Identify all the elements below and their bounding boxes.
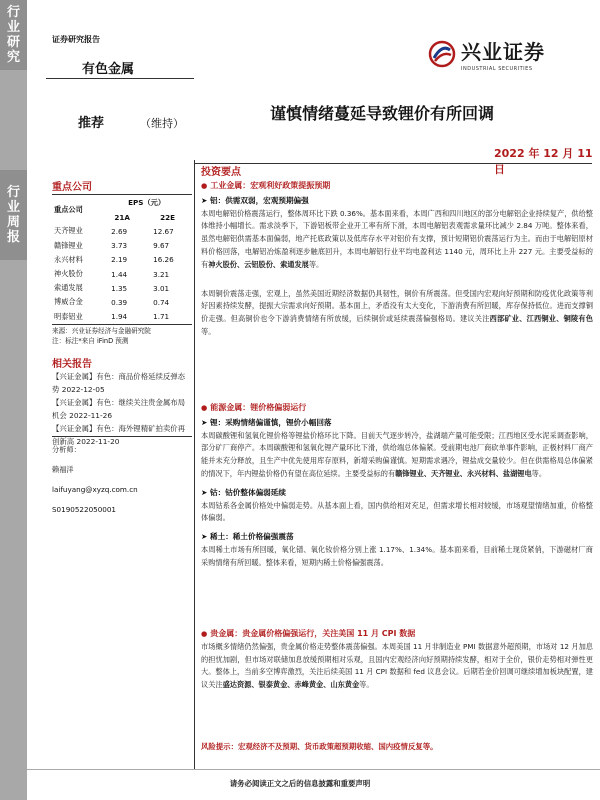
related-report-link[interactable]: 【兴证金属】有色：商品价格延续反弹态势 2022-12-05 xyxy=(52,372,186,394)
analyst-email[interactable]: laifuyang@xyzq.com.cn xyxy=(52,485,138,494)
report-type: 证券研究报告 xyxy=(52,35,100,44)
divider xyxy=(52,194,192,195)
logo-text-en: INDUSTRIAL SECURITIES xyxy=(461,66,533,72)
table-header-year: 21A xyxy=(114,212,130,222)
analyst-block xyxy=(52,440,192,520)
industry-name: 有色金属 xyxy=(82,62,135,77)
eps-value: 0.39 xyxy=(111,297,128,307)
table-row xyxy=(52,253,192,267)
company-name: 博威合金 xyxy=(54,297,83,307)
paragraph-emphasis: 盛达资源、银泰黄金、赤峰黄金、山东黄金 xyxy=(222,680,360,690)
paragraph: 本周钴系各金属价格处中偏弱走势。从基本面上看，国内供给相对充足，但需求增长相对较缓，市场观望情绪加重，价格整体偏弱。 xyxy=(201,500,593,523)
related-reports-heading: 相关报告 xyxy=(52,359,92,370)
paragraph: 本周稀土市场有所回暖，氧化镨、氧化钕价格分别上涨 1.17%、1.34%。基本面来看，目前稀土现货紧俏，下游磁材厂商采购情绪有所回暖。整体来看，短期内稀土价格偏强震荡。 xyxy=(201,544,593,567)
sidebar-block-weekly xyxy=(0,170,27,260)
company-name: 永兴材料 xyxy=(54,254,83,264)
sidebar-char: 周 xyxy=(6,215,20,230)
report-title: 谨慎情绪蔓延导致锂价有所回调 xyxy=(270,104,495,123)
eps-value: 3.73 xyxy=(111,241,128,251)
section-heading: 贵金属：贵金属价格偏强运行，关注美国 11 月 CPI 数据 xyxy=(210,629,416,638)
sidebar-char: 业 xyxy=(6,20,20,35)
table-row xyxy=(52,224,192,238)
paragraph-text: 本周电解铝价格震荡运行，整体周环比下跌 0.36%。基本面来看，本周广西和四川地区的部分电解铝企业持续复产，供给整体维持小幅增长。需求淡季下，下游铝板带企业开工率有所下滑，本周电解铝表观需求量环比减少 2.84 万吨。整体来看，虽然电解铝供需基本面偏弱，地产托底政策以及低库存水平对铝价有支撑，预计短期铝价震荡运行为主。而由于电解铝原材料价格回落，电解铝冶炼盈利逐步触底回升，本周电解铝行业平均电盈利达 1140 元，周环比上升 227 元。主要受益标的有 xyxy=(201,208,593,269)
sidebar-char: 行 xyxy=(6,5,20,20)
sidebar-char: 行 xyxy=(6,185,20,200)
divider xyxy=(52,324,192,325)
rating-row xyxy=(78,112,184,131)
subsection-heading: 钴：钴价整体偏弱延续 xyxy=(210,487,286,497)
paragraph-text: 等。 xyxy=(201,326,216,336)
table-header-company: 重点公司 xyxy=(54,205,83,215)
company-name: 明泰铝业 xyxy=(54,311,83,321)
company-logo xyxy=(428,36,545,72)
paragraph-emphasis: 赣锋锂业、天齐锂业、永兴材料、盐湖锂电 xyxy=(395,468,532,478)
eps-value: 0.74 xyxy=(153,297,170,307)
divider xyxy=(27,769,600,770)
subsection-heading: 铝：供需双弱，宏观预期偏强 xyxy=(210,195,309,205)
footnote: 注：标注*来自 iFinD 预测 xyxy=(52,336,129,345)
paragraph xyxy=(201,288,593,339)
paragraph-text: 市场概多情绪仍然偏强，贵金属价格走势整体震荡偏强。本周美国 11 月非制造业 PMI 数据意外超预期，市场对 12 月加息的担忧加剧，但市场对联储加息放缓预期相对乐观，且国内宏观经济向好预期持续发酵，相对于全价，银价走势相对弹性更大。整体上，当前多空博弈激烈，关注后续美国 11 月 CPI 数据和 fed 议息会议。后期若金价回调可继续增加板块配置，建议关注 xyxy=(201,641,593,690)
paragraph-text: 本周碳酸锂和氢氧化锂价格等锂盐价格环比下降。目前天气逐步转冷，盐湖端产量可能受限；江西地区受水泥采调查影响，部分矿厂商停产。本周碳酸锂和氢氧化锂产量环比下滑，供给端总体偏紧。受前期电池厂商砍单事件影响，正极材料厂商产能并未充分释放，且生产中优先使用库存原料，新增采购偏谨慎。短期需求遇冷，锂盐成交量较少。但在供需格局总体偏紧的情况下，年内锂盐价格仍有望在高位延续。主要受益标的有 xyxy=(201,430,593,478)
analyst-cert: S0190522050001 xyxy=(52,505,117,514)
table-row xyxy=(52,281,192,295)
subsection-heading: 稀土：稀土价格偏强震荡 xyxy=(210,532,294,542)
eps-value: 2.69 xyxy=(111,226,128,236)
table-header-row xyxy=(52,196,192,210)
company-name: 天齐锂业 xyxy=(54,226,83,236)
eps-value: 1.35 xyxy=(111,283,128,293)
table-row xyxy=(52,267,192,281)
section-heading: 工业金属：宏观利好政策提振预期 xyxy=(210,181,331,190)
section-energy-metals: ● 能源金属：锂价格偏弱运行 ➤ 锂：采购情绪偏谨慎，锂价小幅回落 本周碳酸锂和氢氧化锂价格等锂盐价格环比下降。目前天气逐步转冷，盐湖端产量可能受限；江西地区受水泥采调查影响，部分矿厂商停产。本周碳酸锂和氢氧化锂产量环比下滑，供给端总体偏紧。受前期电池厂商砍单事件影响，正极材料厂商产能并未充分释放，且生产中优先使用库存原料，新增采购偏谨慎。短期需求遇冷，锂盐成交量较少。但在供需格局总体偏紧的情况下，年内锂盐价格仍有望在高位延续。主要受益标的有赣锋锂业、天齐锂业、永兴材料、盐湖锂电等。 ➤ 钴：钴价整体偏弱延续 本周钴系各金属价格处中偏弱走势。从基本面上看，国内供给相对充足，但需求增长相对较缓，市场观望情绪加重，价格整体偏弱。 ➤ 稀土：稀土价格偏强震荡 本周稀土市场有所回暖，氧化镨、氧化钕价格分别上涨 1.17%、1.34%。基本面来看，目前稀土现货紧俏，下游磁材厂商采购情绪有所回暖。整体来看，短期内稀土价格偏强震荡。 xyxy=(201,402,593,570)
risk-warning: 风险提示：宏观经济不及预期、货币政策超预期收缩、国内疫情反复等。 xyxy=(201,742,438,751)
paragraph xyxy=(201,208,593,272)
sidebar-char: 究 xyxy=(6,50,20,65)
paragraph-text: 等。 xyxy=(531,468,547,478)
table-header-eps: EPS（元） xyxy=(128,198,166,208)
related-report-link[interactable]: 【兴证金属】有色：海外锂精矿拍卖价再创新高 2022-11-20 xyxy=(52,424,186,446)
key-points-heading: 投资要点 xyxy=(201,167,241,178)
section-heading: 能源金属：锂价格偏弱运行 xyxy=(210,403,307,412)
rating-previous: （维持） xyxy=(140,117,185,130)
footer-disclaimer: 请务必阅读正文之后的信息披露和重要声明 xyxy=(229,779,371,788)
analyst-role: 分析师： xyxy=(52,445,81,454)
sidebar xyxy=(0,0,27,800)
table-row xyxy=(52,239,192,253)
divider xyxy=(194,163,592,164)
paragraph xyxy=(201,641,593,692)
rating: 推荐 xyxy=(78,116,105,131)
paragraph xyxy=(201,430,593,481)
sidebar-block-research xyxy=(0,0,27,70)
related-report-link[interactable]: 【兴证金属】有色：继续关注贵金属布局机会 2022-11-26 xyxy=(52,398,186,420)
analyst-name: 赖福洋 xyxy=(52,465,74,474)
source-note: 来源：兴业证券经济与金融研究院 xyxy=(52,327,151,335)
eps-value: 1.71 xyxy=(153,312,170,322)
logo-mark-icon xyxy=(428,40,456,68)
divider xyxy=(52,436,192,437)
subsection-heading: 锂：采购情绪偏谨慎，锂价小幅回落 xyxy=(210,417,332,427)
eps-table xyxy=(52,196,192,324)
section-precious-metals: ● 贵金属：贵金属价格偏强运行，关注美国 11 月 CPI 数据 市场概多情绪仍然偏强，贵金属价格走势整体震荡偏强。本周美国 11 月非制造业 PMI 数据意外超预期，市场对 12 月加息的担忧加剧，但市场对联储加息放缓预期相对乐观，且国内宏观经济向好预期持续发酵，相对于全价，银价走势相对弹性更大。整体上，当前多空博弈激烈，关注后续美国 11 月 CPI 数据和 fed 议息会议。后期若金价回调可继续增加板块配置，建议关注盛达资源、银泰黄金、赤峰黄金、山东黄金等。 xyxy=(201,628,593,692)
sidebar-char: 研 xyxy=(6,35,20,50)
sidebar-char: 业 xyxy=(6,200,20,215)
paragraph-text: 等。 xyxy=(308,259,324,269)
eps-value: 16.26 xyxy=(153,255,174,265)
eps-value: 12.67 xyxy=(153,226,174,236)
logo-text-cn: 兴业证券 xyxy=(461,40,545,64)
divider xyxy=(46,78,194,79)
sidebar-char: 报 xyxy=(6,230,20,245)
column-divider xyxy=(194,160,195,770)
table-row xyxy=(52,310,192,324)
section-industrial-metals: ● 工业金属：宏观利好政策提振预期 ➤ 铝：供需双弱，宏观预期偏强 本周电解铝价格震荡运行，整体周环比下跌 0.36%。基本面来看，本周广西和四川地区的部分电解铝企业持续复产，供给整体维持小幅增长。需求淡季下，下游铝板带企业开工率有所下滑，本周电解铝表观需求量环比减少 2.84 万吨。整体来看，虽然电解铝供需基本面偏弱，地产托底政策以及低库存水平对铝价有支撑，预计短期铝价震荡运行为主。而由于电解铝原材料价格回落，电解铝冶炼盈利逐步触底回升，本周电解铝行业平均电盈利达 1140 元，周环比上升 227 元。主要受益标的有神火股份、云铝股份、索通发展等。 本周铜价震荡走强，宏观上，虽然美国近期经济数据仍具韧性，铜价有所震荡。但受国内宏观向好预期和防疫优化政策等利好因素持续发酵，提振大宗需求向好预期。基本面上，矛盾没有太大变化，下游消费有所回暖，库存保持低位。进而支撑铜价走强。但高铜价也令下游消费情绪有所放缓，后续铜价或延续震荡偏强格局。建议关注西部矿业、江西铜业、铜陵有色等。 xyxy=(201,180,593,339)
company-name: 神火股份 xyxy=(54,269,83,279)
table-header-year: 22E xyxy=(160,212,176,222)
paragraph-text: 等。 xyxy=(359,680,374,690)
eps-value: 3.21 xyxy=(153,269,170,279)
key-companies-heading: 重点公司 xyxy=(52,182,92,193)
eps-value: 1.44 xyxy=(111,269,128,279)
eps-value: 1.94 xyxy=(111,312,128,322)
paragraph-emphasis: 西部矿业、江西铜业、铜陵有色 xyxy=(489,314,593,324)
company-name: 索通发展 xyxy=(54,283,83,293)
paragraph-emphasis: 神火股份、云铝股份、索通发展 xyxy=(208,259,309,269)
eps-value: 9.67 xyxy=(153,241,170,251)
eps-value: 3.01 xyxy=(153,283,170,293)
table-row xyxy=(52,295,192,309)
report-date: 2022 年 12 月 11 日 xyxy=(494,147,593,176)
paragraph-text: 本周铜价震荡走强，宏观上，虽然美国近期经济数据仍具韧性，铜价有所震荡。但受国内宏观向好预期和防疫优化政策等利好因素持续发酵，提振大宗需求向好预期。基本面上，矛盾没有太大变化，下游消费有所回暖，库存保持低位。进而支撑铜价走强。但高铜价也令下游消费情绪有所放缓，后续铜价或延续震荡偏强格局。建议关注 xyxy=(201,288,593,324)
eps-value: 2.19 xyxy=(111,255,128,265)
company-name: 赣锋锂业 xyxy=(54,240,83,250)
table-notes xyxy=(52,327,194,346)
report-page xyxy=(40,0,600,800)
